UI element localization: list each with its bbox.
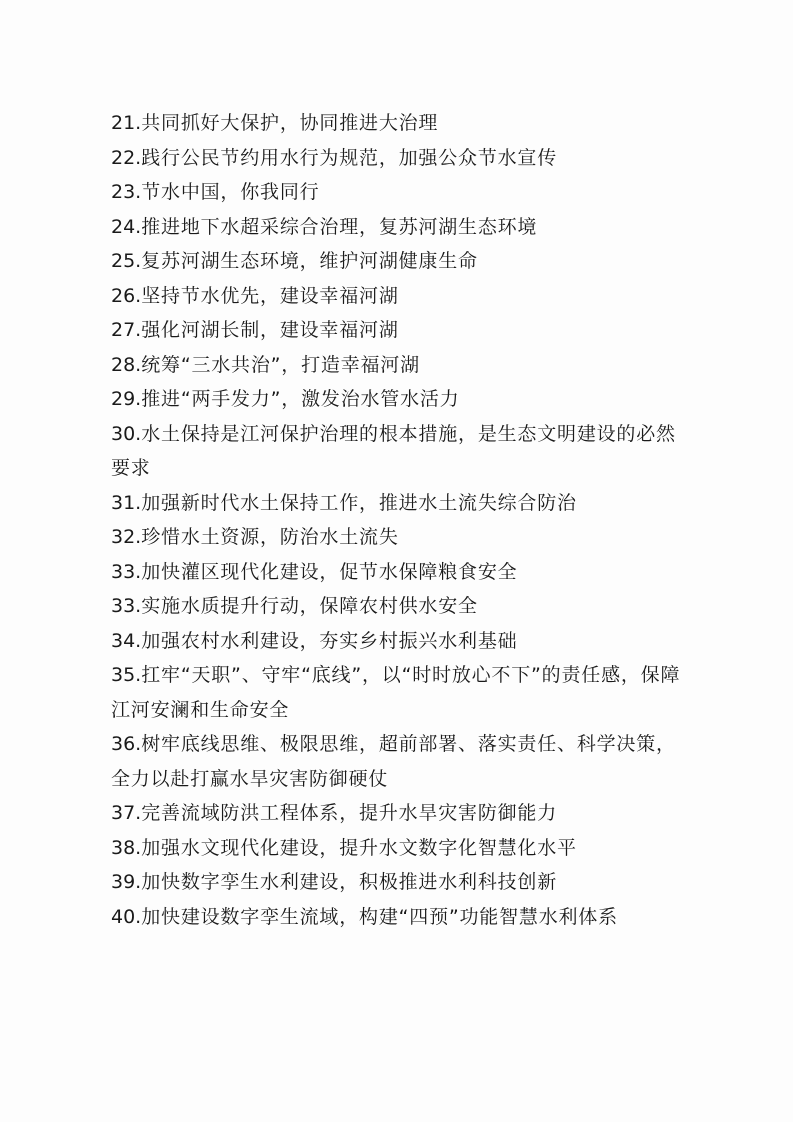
list-item bbox=[111, 900, 687, 935]
list-item bbox=[111, 796, 687, 831]
item-number: 22. bbox=[111, 146, 142, 169]
item-text: 实施水质提升行动，保障农村供水安全 bbox=[141, 595, 478, 617]
list-item bbox=[111, 555, 687, 590]
item-number: 39. bbox=[111, 871, 142, 893]
list-item bbox=[111, 417, 687, 486]
list-item bbox=[111, 486, 687, 521]
list-item bbox=[111, 141, 687, 176]
item-text: 统筹“三水共治”，打造幸福河湖 bbox=[141, 353, 420, 376]
item-text: 复苏河湖生态环境，维护河湖健康生命 bbox=[141, 250, 478, 272]
item-number: 30. bbox=[111, 422, 142, 445]
list-item bbox=[111, 865, 687, 900]
list-item bbox=[111, 279, 687, 314]
item-text: 坚持节水优先，建设幸福河湖 bbox=[141, 284, 399, 307]
item-number: 33. bbox=[111, 560, 142, 583]
item-number: 32. bbox=[111, 526, 142, 548]
item-text: 推进“两手发力”，激发治水管水活力 bbox=[141, 388, 460, 410]
item-text: 珍惜水土资源，防治水土流失 bbox=[141, 526, 399, 548]
list-item bbox=[111, 589, 687, 624]
item-text: 加快灌区现代化建设，促节水保障粮食安全 bbox=[141, 560, 518, 583]
item-text: 加快建设数字孪生流域，构建“四预”功能智慧水利体系 bbox=[141, 905, 618, 928]
item-number: 23. bbox=[111, 181, 142, 203]
list-item bbox=[111, 382, 687, 417]
list-item bbox=[111, 106, 687, 141]
item-text: 扛牢“天职”、守牢“底线”，以“时时放心不下”的责任感，保障江河安澜和生命安全 bbox=[111, 664, 681, 721]
item-text: 共同抓好大保护，协同推进大治理 bbox=[141, 112, 439, 134]
item-number: 36. bbox=[111, 733, 142, 755]
item-number: 37. bbox=[111, 802, 142, 824]
item-number: 33. bbox=[111, 595, 142, 617]
list-item bbox=[111, 727, 687, 796]
list-item bbox=[111, 348, 687, 383]
slogan-list bbox=[111, 106, 687, 934]
item-text: 推进地下水超采综合治理，复苏河湖生态环境 bbox=[141, 215, 538, 238]
item-number: 26. bbox=[111, 284, 142, 307]
list-item bbox=[111, 175, 687, 210]
item-text: 加快数字孪生水利建设，积极推进水利科技创新 bbox=[141, 871, 558, 893]
item-text: 加强水文现代化建设，提升水文数字化智慧化水平 bbox=[141, 836, 577, 859]
item-number: 35. bbox=[111, 664, 142, 686]
item-text: 水土保持是江河保护治理的根本措施，是生态文明建设的必然要求 bbox=[111, 422, 676, 479]
item-text: 树牢底线思维、极限思维，超前部署、落实责任、科学决策，全力以赴打赢水旱灾害防御硬仗 bbox=[111, 733, 676, 790]
item-number: 38. bbox=[111, 836, 142, 859]
item-number: 31. bbox=[111, 491, 142, 514]
list-item bbox=[111, 244, 687, 279]
list-item bbox=[111, 831, 687, 866]
item-number: 27. bbox=[111, 319, 142, 341]
item-number: 29. bbox=[111, 388, 142, 410]
item-number: 40. bbox=[111, 905, 142, 928]
item-text: 强化河湖长制，建设幸福河湖 bbox=[141, 319, 399, 341]
item-number: 24. bbox=[111, 215, 142, 238]
item-number: 25. bbox=[111, 250, 142, 272]
item-text: 完善流域防洪工程体系，提升水旱灾害防御能力 bbox=[141, 802, 558, 824]
list-item bbox=[111, 520, 687, 555]
list-item bbox=[111, 313, 687, 348]
list-item bbox=[111, 210, 687, 245]
item-number: 28. bbox=[111, 353, 142, 376]
list-item bbox=[111, 658, 687, 727]
list-item bbox=[111, 624, 687, 659]
item-number: 34. bbox=[111, 629, 142, 652]
item-number: 21. bbox=[111, 112, 142, 134]
item-text: 加强新时代水土保持工作，推进水土流失综合防治 bbox=[141, 491, 577, 514]
item-text: 加强农村水利建设，夯实乡村振兴水利基础 bbox=[141, 629, 518, 652]
item-text: 节水中国，你我同行 bbox=[141, 181, 320, 203]
item-text: 践行公民节约用水行为规范，加强公众节水宣传 bbox=[141, 146, 558, 169]
